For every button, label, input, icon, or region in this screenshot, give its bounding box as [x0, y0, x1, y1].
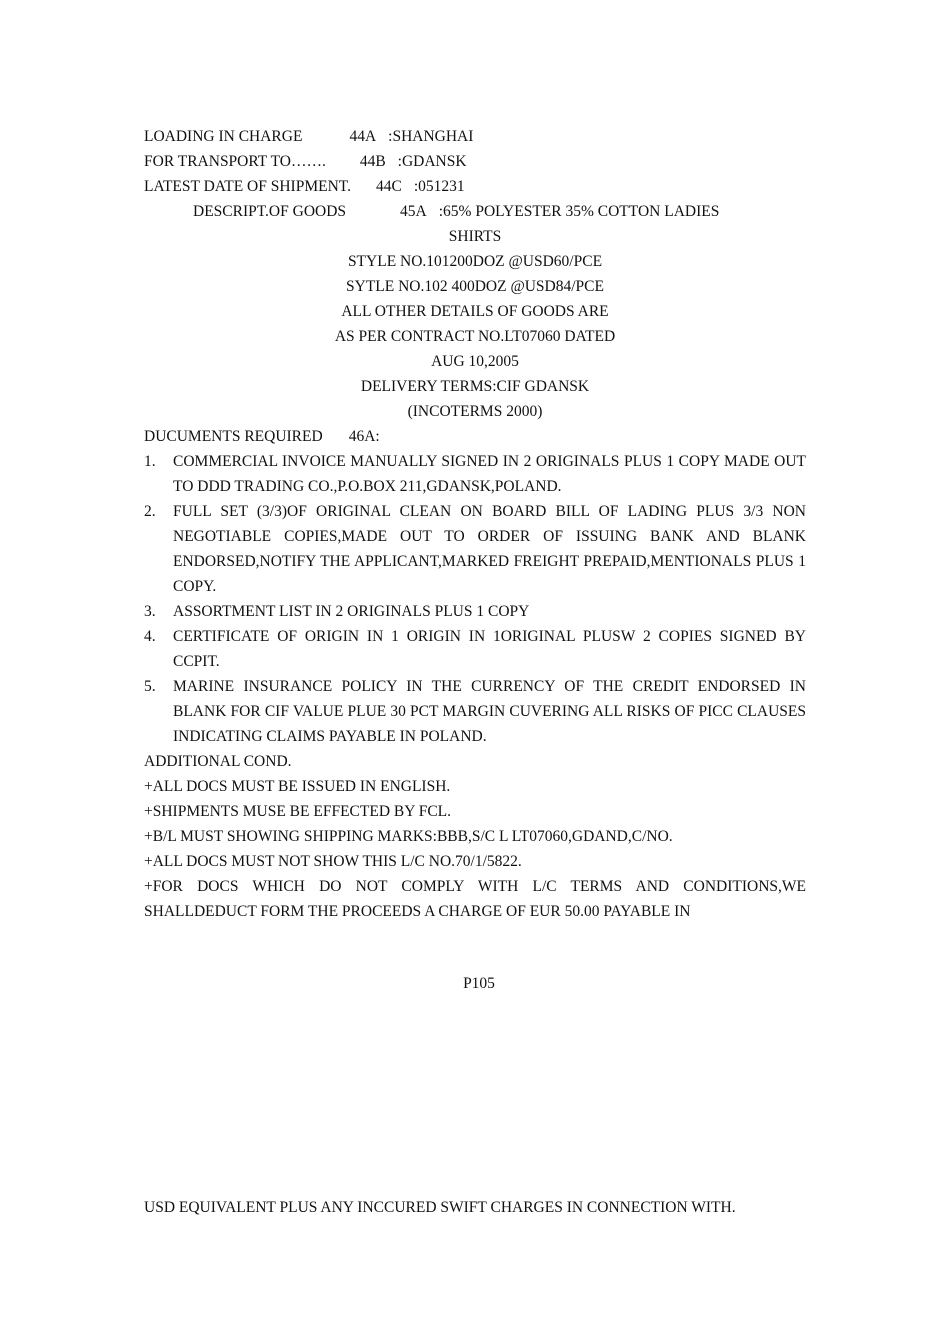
- item-text: FULL SET (3/3)OF ORIGINAL CLEAN ON BOARD BILL OF LADING PLUS 3/3 NON NEGOTIABLE COPIES,MADE OUT TO ORDER OF ISSUING BANK AND BLANK ENDORSED,NOTIFY THE APPLICANT,MARKED FREIGHT PREPAID,MENTIONALS PLUS 1 COPY.: [173, 503, 806, 595]
- document-body: [144, 124, 806, 924]
- field-value: :GDANSK: [397, 153, 467, 170]
- item-number: 3.: [144, 603, 156, 620]
- field-goods: [144, 199, 806, 224]
- field-value: :SHANGHAI: [388, 128, 474, 145]
- goods-line: AUG 10,2005: [431, 353, 519, 370]
- documents-heading: [144, 424, 806, 449]
- field-label: DUCUMENTS REQUIRED: [144, 428, 323, 445]
- field-value: :051231: [413, 178, 465, 195]
- item-text: CERTIFICATE OF ORIGIN IN 1 ORIGIN IN 1ORIGINAL PLUSW 2 COPIES SIGNED BY CCPIT.: [173, 628, 806, 670]
- field-label: LOADING IN CHARGE: [144, 128, 303, 145]
- page-number: P105: [463, 975, 495, 992]
- condition-line: +FOR DOCS WHICH DO NOT COMPLY WITH L/C TERMS AND CONDITIONS,WE: [144, 878, 806, 895]
- field-code: 45A: [400, 203, 427, 220]
- goods-line: SHIRTS: [448, 228, 502, 245]
- list-item: [144, 624, 806, 674]
- field-loading: [144, 124, 806, 149]
- goods-line: SYTLE NO.102 400DOZ @USD84/PCE: [346, 278, 604, 295]
- item-text: ASSORTMENT LIST IN 2 ORIGINALS PLUS 1 COPY: [173, 603, 530, 620]
- condition-line: SHALLDEDUCT FORM THE PROCEEDS A CHARGE OF EUR 50.00 PAYABLE IN: [144, 903, 691, 920]
- item-text: COMMERCIAL INVOICE MANUALLY SIGNED IN 2 ORIGINALS PLUS 1 COPY MADE OUT TO DDD TRADING CO.,P.O.BOX 211,GDANSK,POLAND.: [173, 453, 806, 495]
- item-text: MARINE INSURANCE POLICY IN THE CURRENCY OF THE CREDIT ENDORSED IN BLANK FOR CIF VALUE PLUE 30 PCT MARGIN CUVERING ALL RISKS OF PICC CLAUSES INDICATING CLAIMS PAYABLE IN POLAND.: [173, 678, 806, 745]
- goods-line: DELIVERY TERMS:CIF GDANSK: [360, 378, 590, 395]
- field-code: 44A: [349, 128, 377, 145]
- field-label: DESCRIPT.OF GOODS: [193, 203, 347, 220]
- item-number: 5.: [144, 678, 156, 695]
- field-label: LATEST DATE OF SHIPMENT.: [144, 178, 351, 195]
- documents-list: [144, 449, 806, 749]
- condition-line: +ALL DOCS MUST BE ISSUED IN ENGLISH.: [144, 778, 451, 795]
- field-code: 44B: [359, 153, 386, 170]
- item-number: 4.: [144, 628, 156, 645]
- goods-line: AS PER CONTRACT NO.LT07060 DATED: [334, 328, 616, 345]
- continuation-line: USD EQUIVALENT PLUS ANY INCCURED SWIFT CHARGES IN CONNECTION WITH.: [144, 1199, 736, 1216]
- list-item: [144, 499, 806, 599]
- field-latest-date: [144, 174, 806, 199]
- list-item: [144, 674, 806, 749]
- condition-line: +ALL DOCS MUST NOT SHOW THIS L/C NO.70/1/5822.: [144, 853, 522, 870]
- goods-line: STYLE NO.101200DOZ @USD60/PCE: [347, 253, 603, 270]
- field-label: FOR TRANSPORT TO…….: [144, 153, 326, 170]
- field-code: 44C: [375, 178, 402, 195]
- condition-line: +B/L MUST SHOWING SHIPPING MARKS:BBB,S/C L LT07060,GDAND,C/NO.: [144, 828, 673, 845]
- field-transport: [144, 149, 806, 174]
- field-code: 46A:: [348, 428, 380, 445]
- list-item: [144, 599, 806, 624]
- additional-heading: ADDITIONAL COND.: [144, 753, 292, 770]
- list-item: [144, 449, 806, 499]
- item-number: 1.: [144, 453, 156, 470]
- item-number: 2.: [144, 503, 156, 520]
- goods-line: (INCOTERMS 2000): [407, 403, 543, 420]
- goods-line: ALL OTHER DETAILS OF GOODS ARE: [341, 303, 609, 320]
- field-value: :65% POLYESTER 35% COTTON LADIES: [438, 203, 720, 220]
- condition-line: +SHIPMENTS MUSE BE EFFECTED BY FCL.: [144, 803, 452, 820]
